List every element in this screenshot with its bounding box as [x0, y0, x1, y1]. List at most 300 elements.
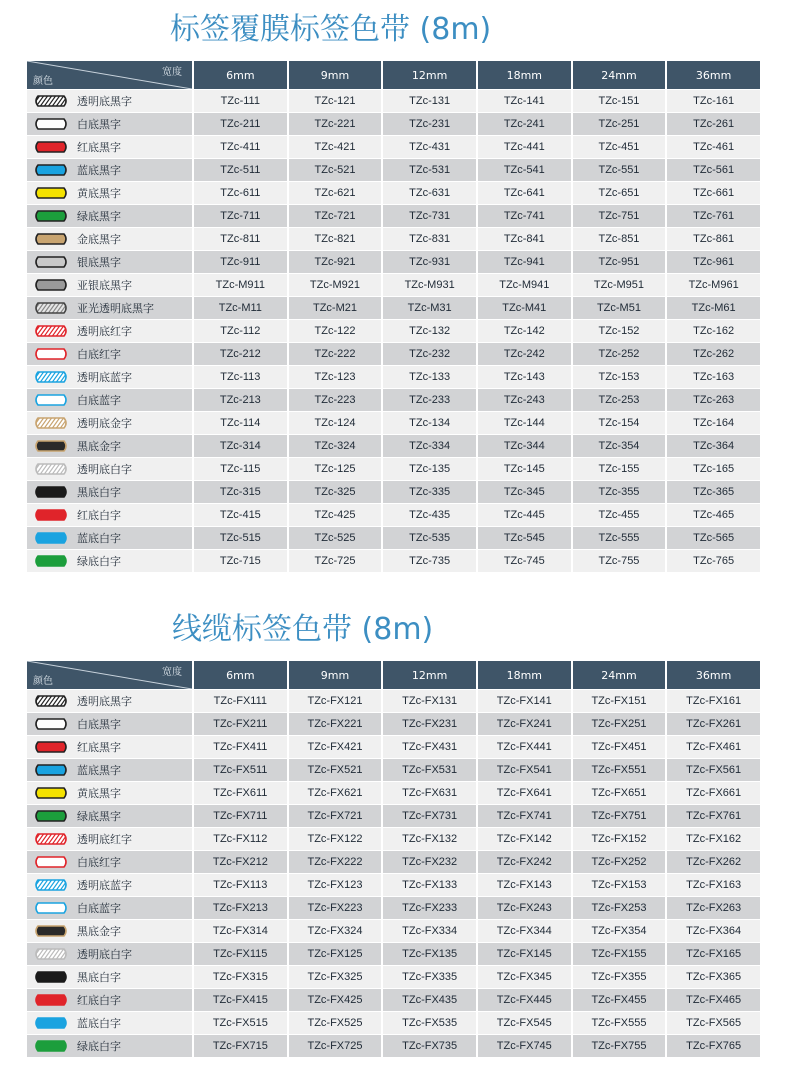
model-code-cell: TZc-223 — [289, 389, 382, 411]
model-code-cell: TZc-FX251 — [573, 713, 666, 735]
color-name: 亚银底黑字 — [77, 279, 132, 292]
table-row — [27, 182, 760, 204]
color-name: 绿底黑字 — [77, 810, 121, 823]
model-code-cell: TZc-213 — [194, 389, 287, 411]
color-name: 蓝底白字 — [77, 532, 121, 545]
table-row — [27, 297, 760, 319]
tape-color-icon — [33, 370, 69, 384]
table-row — [27, 527, 760, 549]
color-name: 白底蓝字 — [77, 394, 121, 407]
tape-color-icon — [33, 878, 69, 892]
model-code-cell: TZc-FX525 — [289, 1012, 382, 1034]
model-code-cell: TZc-FX125 — [289, 943, 382, 965]
model-code-cell: TZc-651 — [573, 182, 666, 204]
color-cell — [27, 805, 192, 827]
model-code-cell: TZc-FX551 — [573, 759, 666, 781]
width-header-36mm: 36mm — [667, 61, 760, 89]
model-code-cell: TZc-FX153 — [573, 874, 666, 896]
color-name: 透明底白字 — [77, 948, 132, 961]
model-code-cell: TZc-FX253 — [573, 897, 666, 919]
model-code-cell: TZc-FX661 — [667, 782, 760, 804]
tape-color-icon — [33, 1016, 69, 1030]
model-code-cell: TZc-154 — [573, 412, 666, 434]
table-row — [27, 205, 760, 227]
model-code-cell: TZc-765 — [667, 550, 760, 572]
color-cell — [27, 113, 192, 135]
model-code-cell: TZc-M921 — [289, 274, 382, 296]
model-code-cell: TZc-114 — [194, 412, 287, 434]
color-cell — [27, 159, 192, 181]
model-code-cell: TZc-FX431 — [383, 736, 476, 758]
table-body — [27, 690, 760, 1057]
tape-color-icon — [33, 694, 69, 708]
model-code-cell: TZc-FX721 — [289, 805, 382, 827]
model-code-cell: TZc-FX315 — [194, 966, 287, 988]
model-code-cell: TZc-FX241 — [478, 713, 571, 735]
color-cell — [27, 435, 192, 457]
table-row — [27, 90, 760, 112]
width-label: 宽度 — [162, 667, 182, 678]
model-code-cell: TZc-421 — [289, 136, 382, 158]
tape-color-icon — [33, 786, 69, 800]
model-code-cell: TZc-FX641 — [478, 782, 571, 804]
model-code-cell: TZc-335 — [383, 481, 476, 503]
model-code-cell: TZc-FX213 — [194, 897, 287, 919]
model-code-cell: TZc-751 — [573, 205, 666, 227]
tape-color-icon — [33, 832, 69, 846]
model-code-cell: TZc-355 — [573, 481, 666, 503]
model-code-cell: TZc-FX521 — [289, 759, 382, 781]
model-code-cell: TZc-435 — [383, 504, 476, 526]
model-code-cell: TZc-151 — [573, 90, 666, 112]
model-code-cell: TZc-941 — [478, 251, 571, 273]
model-code-cell: TZc-931 — [383, 251, 476, 273]
model-code-cell: TZc-212 — [194, 343, 287, 365]
model-code-cell: TZc-FX344 — [478, 920, 571, 942]
model-code-cell: TZc-M41 — [478, 297, 571, 319]
color-cell — [27, 782, 192, 804]
tape-color-icon — [33, 924, 69, 938]
color-name: 透明底红字 — [77, 325, 132, 338]
model-code-cell: TZc-FX152 — [573, 828, 666, 850]
table-row — [27, 458, 760, 480]
table-row — [27, 1012, 760, 1034]
model-code-cell: TZc-FX415 — [194, 989, 287, 1011]
model-code-cell: TZc-155 — [573, 458, 666, 480]
model-code-cell: TZc-133 — [383, 366, 476, 388]
model-code-cell: TZc-515 — [194, 527, 287, 549]
tape-color-icon — [33, 232, 69, 246]
model-code-cell: TZc-FX133 — [383, 874, 476, 896]
model-code-cell: TZc-M911 — [194, 274, 287, 296]
color-cell — [27, 389, 192, 411]
laminated-tape-table — [25, 60, 762, 573]
model-code-cell: TZc-FX731 — [383, 805, 476, 827]
model-code-cell: TZc-745 — [478, 550, 571, 572]
model-code-cell: TZc-221 — [289, 113, 382, 135]
tape-color-icon — [33, 324, 69, 338]
model-code-cell: TZc-FX555 — [573, 1012, 666, 1034]
tape-color-icon — [33, 94, 69, 108]
model-code-cell: TZc-M61 — [667, 297, 760, 319]
tape-color-icon — [33, 740, 69, 754]
model-code-cell: TZc-FX112 — [194, 828, 287, 850]
color-cell — [27, 228, 192, 250]
color-name: 透明底金字 — [77, 417, 132, 430]
color-cell — [27, 90, 192, 112]
model-code-cell: TZc-FX565 — [667, 1012, 760, 1034]
model-code-cell: TZc-FX113 — [194, 874, 287, 896]
model-code-cell: TZc-FX715 — [194, 1035, 287, 1057]
width-header-6mm: 6mm — [194, 61, 287, 89]
model-code-cell: TZc-231 — [383, 113, 476, 135]
tape-color-icon — [33, 717, 69, 731]
model-code-cell: TZc-261 — [667, 113, 760, 135]
model-code-cell: TZc-262 — [667, 343, 760, 365]
model-code-cell: TZc-FX132 — [383, 828, 476, 850]
table-row — [27, 943, 760, 965]
tape-color-icon — [33, 186, 69, 200]
color-name: 白底黑字 — [77, 718, 121, 731]
model-code-cell: TZc-551 — [573, 159, 666, 181]
table-row — [27, 736, 760, 758]
model-code-cell: TZc-354 — [573, 435, 666, 457]
model-code-cell: TZc-134 — [383, 412, 476, 434]
model-code-cell: TZc-445 — [478, 504, 571, 526]
color-name: 白底红字 — [77, 856, 121, 869]
model-code-cell: TZc-FX261 — [667, 713, 760, 735]
model-code-cell: TZc-111 — [194, 90, 287, 112]
model-code-cell: TZc-M51 — [573, 297, 666, 319]
model-code-cell: TZc-FX143 — [478, 874, 571, 896]
tape-color-icon — [33, 393, 69, 407]
tape-color-icon — [33, 485, 69, 499]
model-code-cell: TZc-441 — [478, 136, 571, 158]
model-code-cell: TZc-FX725 — [289, 1035, 382, 1057]
model-code-cell: TZc-465 — [667, 504, 760, 526]
color-label: 颜色 — [33, 676, 53, 687]
tape-color-icon — [33, 1039, 69, 1053]
model-code-cell: TZc-511 — [194, 159, 287, 181]
model-code-cell: TZc-561 — [667, 159, 760, 181]
color-cell — [27, 851, 192, 873]
color-cell — [27, 920, 192, 942]
tape-color-icon — [33, 855, 69, 869]
color-cell — [27, 897, 192, 919]
color-name: 黄底黑字 — [77, 187, 121, 200]
model-code-cell: TZc-FX631 — [383, 782, 476, 804]
model-code-cell: TZc-FX233 — [383, 897, 476, 919]
model-code-cell: TZc-153 — [573, 366, 666, 388]
model-code-cell: TZc-FX465 — [667, 989, 760, 1011]
color-name: 绿底黑字 — [77, 210, 121, 223]
color-cell — [27, 205, 192, 227]
table-row — [27, 759, 760, 781]
model-code-cell: TZc-FX252 — [573, 851, 666, 873]
model-code-cell: TZc-M941 — [478, 274, 571, 296]
model-code-cell: TZc-921 — [289, 251, 382, 273]
model-code-cell: TZc-325 — [289, 481, 382, 503]
width-header-9mm: 9mm — [289, 61, 382, 89]
model-code-cell: TZc-841 — [478, 228, 571, 250]
model-code-cell: TZc-FX242 — [478, 851, 571, 873]
model-code-cell: TZc-FX135 — [383, 943, 476, 965]
model-code-cell: TZc-431 — [383, 136, 476, 158]
model-code-cell: TZc-FX364 — [667, 920, 760, 942]
model-code-cell: TZc-565 — [667, 527, 760, 549]
model-code-cell: TZc-125 — [289, 458, 382, 480]
color-name: 透明底白字 — [77, 463, 132, 476]
model-code-cell: TZc-FX131 — [383, 690, 476, 712]
color-cell — [27, 1035, 192, 1057]
color-name: 蓝底黑字 — [77, 164, 121, 177]
table-row — [27, 343, 760, 365]
model-code-cell: TZc-334 — [383, 435, 476, 457]
color-cell — [27, 412, 192, 434]
model-code-cell: TZc-FX765 — [667, 1035, 760, 1057]
model-code-cell: TZc-FX163 — [667, 874, 760, 896]
model-code-cell: TZc-715 — [194, 550, 287, 572]
model-code-cell: TZc-FX231 — [383, 713, 476, 735]
width-header-36mm: 36mm — [667, 661, 760, 689]
model-code-cell: TZc-545 — [478, 527, 571, 549]
model-code-cell: TZc-164 — [667, 412, 760, 434]
model-code-cell: TZc-142 — [478, 320, 571, 342]
color-cell — [27, 481, 192, 503]
model-code-cell: TZc-FX535 — [383, 1012, 476, 1034]
model-code-cell: TZc-345 — [478, 481, 571, 503]
color-name: 黑底金字 — [77, 440, 121, 453]
table-row — [27, 366, 760, 388]
model-code-cell: TZc-FX221 — [289, 713, 382, 735]
cable-tape-table — [25, 660, 762, 1058]
color-cell — [27, 759, 192, 781]
model-code-cell: TZc-FX421 — [289, 736, 382, 758]
model-code-cell: TZc-731 — [383, 205, 476, 227]
model-code-cell: TZc-FX325 — [289, 966, 382, 988]
model-code-cell: TZc-FX435 — [383, 989, 476, 1011]
model-code-cell: TZc-461 — [667, 136, 760, 158]
corner-header — [27, 61, 192, 89]
model-code-cell: TZc-FX455 — [573, 989, 666, 1011]
color-name: 红底白字 — [77, 994, 121, 1007]
width-header-18mm: 18mm — [478, 661, 571, 689]
model-code-cell: TZc-725 — [289, 550, 382, 572]
model-code-cell: TZc-811 — [194, 228, 287, 250]
tape-color-icon — [33, 117, 69, 131]
tape-color-icon — [33, 508, 69, 522]
model-code-cell: TZc-FX165 — [667, 943, 760, 965]
model-code-cell: TZc-FX745 — [478, 1035, 571, 1057]
model-code-cell: TZc-711 — [194, 205, 287, 227]
color-name: 透明底黑字 — [77, 95, 132, 108]
model-code-cell: TZc-314 — [194, 435, 287, 457]
table-row — [27, 435, 760, 457]
model-code-cell: TZc-FX755 — [573, 1035, 666, 1057]
model-code-cell: TZc-165 — [667, 458, 760, 480]
model-code-cell: TZc-FX425 — [289, 989, 382, 1011]
model-code-cell: TZc-755 — [573, 550, 666, 572]
model-code-cell: TZc-FX545 — [478, 1012, 571, 1034]
model-code-cell: TZc-242 — [478, 343, 571, 365]
tape-color-icon — [33, 462, 69, 476]
model-code-cell: TZc-112 — [194, 320, 287, 342]
tape-color-icon — [33, 993, 69, 1007]
tape-color-icon — [33, 554, 69, 568]
corner-header — [27, 661, 192, 689]
table-row — [27, 136, 760, 158]
table-row — [27, 966, 760, 988]
color-name: 透明底红字 — [77, 833, 132, 846]
table-row — [27, 690, 760, 712]
model-code-cell: TZc-FX142 — [478, 828, 571, 850]
color-cell — [27, 713, 192, 735]
color-cell — [27, 343, 192, 365]
model-code-cell: TZc-132 — [383, 320, 476, 342]
color-cell — [27, 1012, 192, 1034]
tape-color-icon — [33, 901, 69, 915]
color-name: 银底黑字 — [77, 256, 121, 269]
tape-color-icon — [33, 763, 69, 777]
table-row — [27, 320, 760, 342]
color-cell — [27, 320, 192, 342]
color-name: 透明底黑字 — [77, 695, 132, 708]
model-code-cell: TZc-211 — [194, 113, 287, 135]
model-code-cell: TZc-FX121 — [289, 690, 382, 712]
width-header-24mm: 24mm — [573, 661, 666, 689]
model-code-cell: TZc-FX334 — [383, 920, 476, 942]
model-code-cell: TZc-861 — [667, 228, 760, 250]
model-code-cell: TZc-162 — [667, 320, 760, 342]
model-code-cell: TZc-961 — [667, 251, 760, 273]
model-code-cell: TZc-FX223 — [289, 897, 382, 919]
table-row — [27, 1035, 760, 1057]
table-row — [27, 113, 760, 135]
model-code-cell: TZc-FX155 — [573, 943, 666, 965]
model-code-cell: TZc-163 — [667, 366, 760, 388]
model-code-cell: TZc-735 — [383, 550, 476, 572]
color-cell — [27, 828, 192, 850]
color-name: 蓝底白字 — [77, 1017, 121, 1030]
model-code-cell: TZc-FX541 — [478, 759, 571, 781]
model-code-cell: TZc-FX621 — [289, 782, 382, 804]
model-code-cell: TZc-M21 — [289, 297, 382, 319]
color-name: 黑底金字 — [77, 925, 121, 938]
model-code-cell: TZc-FX243 — [478, 897, 571, 919]
cable-tape-section — [27, 600, 760, 1058]
width-header-12mm: 12mm — [383, 61, 476, 89]
model-code-cell: TZc-FX161 — [667, 690, 760, 712]
model-code-cell: TZc-FX115 — [194, 943, 287, 965]
color-cell — [27, 274, 192, 296]
table-row — [27, 920, 760, 942]
model-code-cell: TZc-641 — [478, 182, 571, 204]
model-code-cell: TZc-135 — [383, 458, 476, 480]
color-name: 红底黑字 — [77, 141, 121, 154]
model-code-cell: TZc-FX162 — [667, 828, 760, 850]
table-row — [27, 782, 760, 804]
model-code-cell: TZc-425 — [289, 504, 382, 526]
header-row — [27, 61, 760, 89]
model-code-cell: TZc-761 — [667, 205, 760, 227]
header-row — [27, 661, 760, 689]
tape-color-icon — [33, 255, 69, 269]
color-cell — [27, 458, 192, 480]
model-code-cell: TZc-113 — [194, 366, 287, 388]
width-label: 宽度 — [162, 67, 182, 78]
color-cell — [27, 989, 192, 1011]
width-header-12mm: 12mm — [383, 661, 476, 689]
model-code-cell: TZc-232 — [383, 343, 476, 365]
model-code-cell: TZc-FX441 — [478, 736, 571, 758]
color-name: 绿底白字 — [77, 1040, 121, 1053]
model-code-cell: TZc-555 — [573, 527, 666, 549]
laminated-tape-section — [27, 0, 760, 573]
width-header-6mm: 6mm — [194, 661, 287, 689]
tape-color-icon — [33, 809, 69, 823]
width-header-24mm: 24mm — [573, 61, 666, 89]
model-code-cell: TZc-253 — [573, 389, 666, 411]
model-code-cell: TZc-611 — [194, 182, 287, 204]
table-row — [27, 504, 760, 526]
tape-color-icon — [33, 163, 69, 177]
table-row — [27, 159, 760, 181]
model-code-cell: TZc-122 — [289, 320, 382, 342]
model-code-cell: TZc-851 — [573, 228, 666, 250]
color-cell — [27, 736, 192, 758]
table-row — [27, 805, 760, 827]
model-code-cell: TZc-222 — [289, 343, 382, 365]
model-code-cell: TZc-152 — [573, 320, 666, 342]
tape-color-icon — [33, 439, 69, 453]
model-code-cell: TZc-FX561 — [667, 759, 760, 781]
table-row — [27, 389, 760, 411]
color-cell — [27, 504, 192, 526]
color-cell — [27, 136, 192, 158]
model-code-cell: TZc-252 — [573, 343, 666, 365]
model-code-cell: TZc-951 — [573, 251, 666, 273]
color-cell — [27, 943, 192, 965]
model-code-cell: TZc-451 — [573, 136, 666, 158]
model-code-cell: TZc-FX345 — [478, 966, 571, 988]
model-code-cell: TZc-525 — [289, 527, 382, 549]
tape-color-icon — [33, 278, 69, 292]
color-cell — [27, 297, 192, 319]
model-code-cell: TZc-FX263 — [667, 897, 760, 919]
model-code-cell: TZc-FX324 — [289, 920, 382, 942]
color-cell — [27, 182, 192, 204]
model-code-cell: TZc-FX111 — [194, 690, 287, 712]
model-code-cell: TZc-FX751 — [573, 805, 666, 827]
model-code-cell: TZc-FX445 — [478, 989, 571, 1011]
model-code-cell: TZc-FX611 — [194, 782, 287, 804]
model-code-cell: TZc-FX515 — [194, 1012, 287, 1034]
model-code-cell: TZc-FX122 — [289, 828, 382, 850]
model-code-cell: TZc-145 — [478, 458, 571, 480]
tape-color-icon — [33, 347, 69, 361]
color-cell — [27, 251, 192, 273]
model-code-cell: TZc-243 — [478, 389, 571, 411]
color-name: 亚光透明底黑字 — [77, 302, 154, 315]
model-code-cell: TZc-FX335 — [383, 966, 476, 988]
color-cell — [27, 366, 192, 388]
model-code-cell: TZc-FX212 — [194, 851, 287, 873]
tape-color-icon — [33, 140, 69, 154]
model-code-cell: TZc-FX761 — [667, 805, 760, 827]
color-name: 蓝底黑字 — [77, 764, 121, 777]
model-code-cell: TZc-FX123 — [289, 874, 382, 896]
tape-color-icon — [33, 531, 69, 545]
